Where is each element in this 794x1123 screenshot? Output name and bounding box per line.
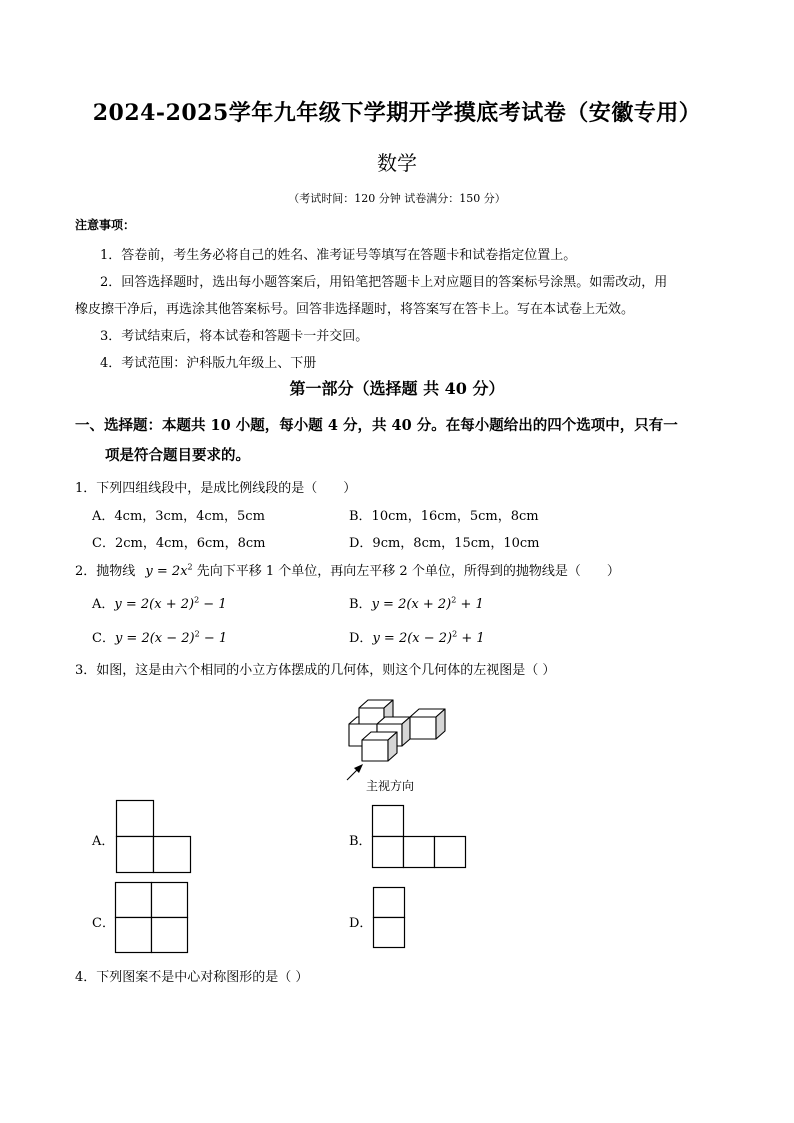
q1-option-a: A．4cm，3cm，4cm，5cm xyxy=(92,509,265,524)
q1-stem: 1．下列四组线段中，是成比例线段的是（ ） xyxy=(75,481,357,496)
subject-title: 数学 xyxy=(377,151,417,175)
q3-option-d-figure xyxy=(373,887,413,957)
note-item-2: 2．回答选择题时，选出每小题答案后，用铅笔把答题卡上对应题目的答案标号涂黑。如需改动，用 xyxy=(100,275,668,290)
exam-meta: （考试时间：120 分钟 试卷满分：150 分） xyxy=(288,192,506,205)
q3-option-b-figure xyxy=(372,805,472,875)
q3-option-b-label: B． xyxy=(349,834,372,849)
q3-figure-caption: 主视方向 xyxy=(366,779,415,793)
notes-heading: 注意事项： xyxy=(75,218,136,232)
note-item-4: 4．考试范围：沪科版九年级上、下册 xyxy=(100,356,317,371)
note-item-3: 3．考试结束后，将本试卷和答题卡一并交回。 xyxy=(100,329,369,344)
q2-option-a: A．$y = 2(x + 2)^2 - 1$ xyxy=(92,595,227,612)
note-item-2-cont: 橡皮擦干净后，再选涂其他答案标号。回答非选择题时，将答案写在答卡上。写在本试卷上无效。 xyxy=(75,302,635,317)
q4-stem: 4．下列图案不是中心对称图形的是（ ） xyxy=(75,970,309,985)
q3-option-c-label: C． xyxy=(92,916,115,931)
q1-option-b: B．10cm，16cm，5cm，8cm xyxy=(349,509,539,524)
note-item-1: 1．答卷前，考生务必将自己的姓名、准考证号等填写在答题卡和试卷指定位置上。 xyxy=(100,248,577,263)
q2-option-d: D．$y = 2(x - 2)^2 + 1$ xyxy=(349,629,485,646)
q3-option-a-figure xyxy=(116,800,196,875)
q2-option-c: C．$y = 2(x - 2)^2 - 1$ xyxy=(92,629,228,646)
page-title: 2024-2025学年九年级下学期开学摸底考试卷（安徽专用） xyxy=(92,100,702,126)
part1-title: 第一部分（选择题 共 40 分） xyxy=(289,379,505,398)
q1-option-d: D．9cm，8cm，15cm，10cm xyxy=(349,536,540,551)
q2-option-b: B．$y = 2(x + 2)^2 + 1$ xyxy=(349,595,484,612)
q3-option-c-figure xyxy=(115,882,195,957)
part1-instruction: 一、选择题：本题共 10 小题，每小题 4 分，共 40 分。在每小题给出的四个选项中，只有一 xyxy=(75,417,678,434)
q2-stem: 2．抛物线 $y = 2x^2$ 先向下平移 1 个单位，再向左平移 2 个单位，所得到的抛物线是（ ） xyxy=(75,562,620,579)
part1-instruction-cont: 项是符合题目要求的。 xyxy=(105,447,250,464)
q3-cube-figure xyxy=(340,688,460,778)
q3-option-a-label: A． xyxy=(92,834,115,849)
view-direction-arrow-icon xyxy=(347,764,363,780)
q3-option-d-label: D． xyxy=(349,916,373,931)
q3-stem: 3．如图，这是由六个相同的小立方体摆成的几何体，则这个几何体的左视图是（ ） xyxy=(75,663,556,678)
q1-option-c: C．2cm，4cm，6cm，8cm xyxy=(92,536,266,551)
